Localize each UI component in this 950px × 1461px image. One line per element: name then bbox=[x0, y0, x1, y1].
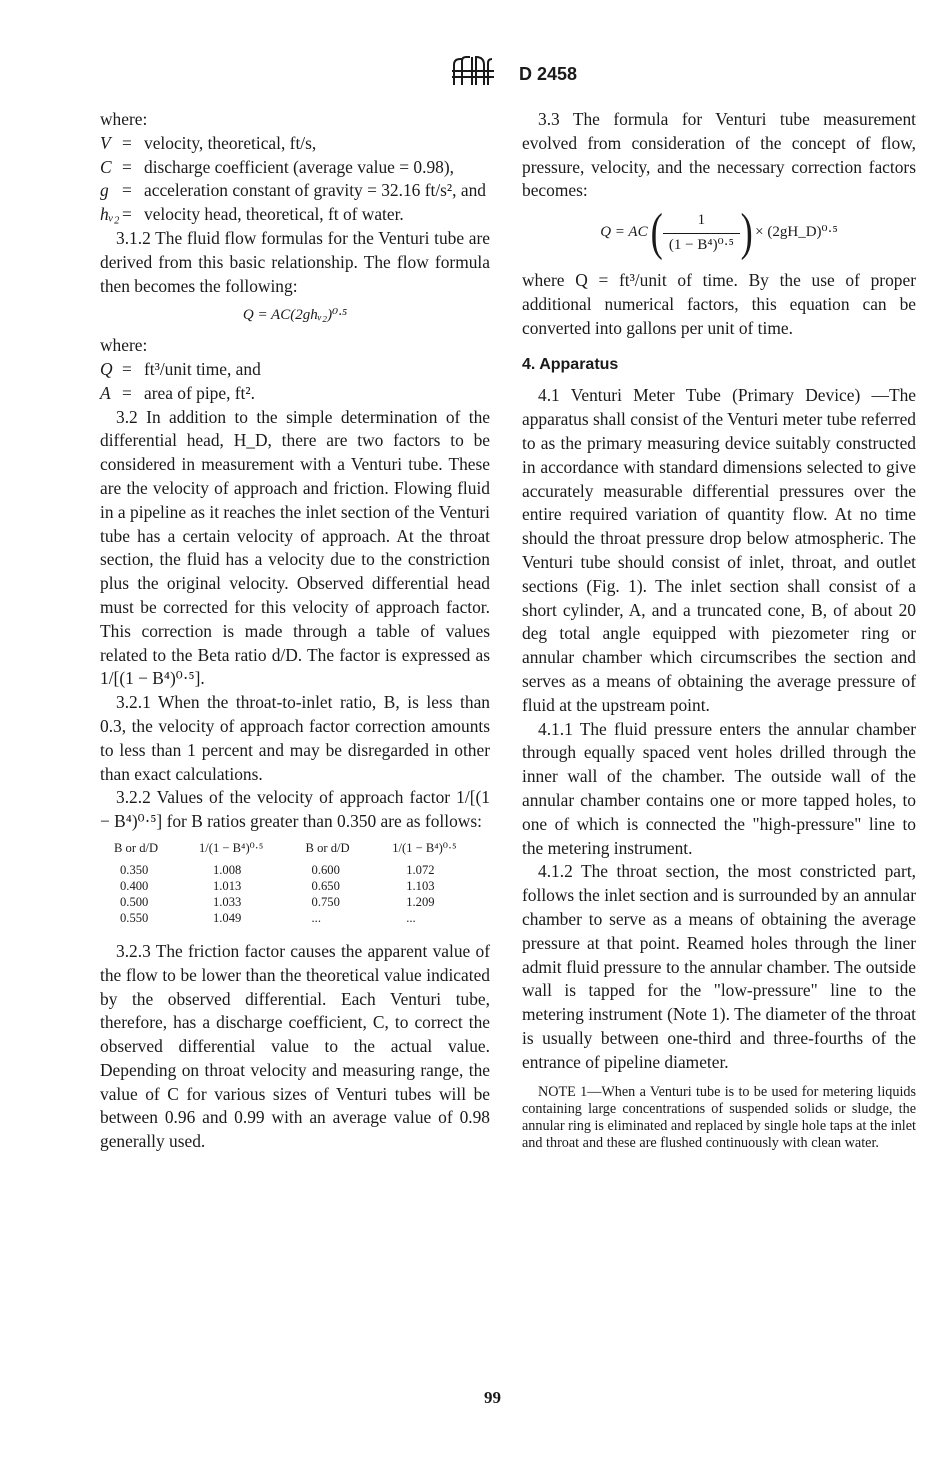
variable-symbol: g bbox=[100, 180, 109, 201]
variable-row: C = discharge coefficient (average value = 0.98), bbox=[100, 156, 490, 180]
table-header-row bbox=[114, 840, 492, 862]
flow-equation: Q = AC(2ghᵥ₂)⁰·⁵ bbox=[242, 307, 348, 324]
table-cell: 0.350 bbox=[120, 862, 149, 877]
table-cell: ... bbox=[311, 910, 321, 925]
table-cell: 1.008 bbox=[212, 862, 242, 877]
paragraph-3-2-1: 3.2.1 When the throat-to-inlet ratio, B, is less than 0.3, the velocity of approach factor correction amounts to less than 1 percent and may be disregarded in other than exact calculations. bbox=[100, 692, 490, 784]
variable-symbol: Q bbox=[100, 358, 113, 379]
table-cell: 0.650 bbox=[311, 878, 340, 893]
variable-symbol: C bbox=[100, 156, 112, 177]
paragraph-3-1-2: 3.1.2 The fluid flow formulas for the Venturi tube are derived from this basic relationship. The flow formula then becomes the following: bbox=[100, 227, 490, 296]
section-heading-apparatus: 4. Apparatus bbox=[522, 355, 619, 373]
variable-row: V = velocity, theoretical, ft/s, bbox=[100, 132, 490, 156]
paragraph-3-3: 3.3 The formula for Venturi tube measurement evolved from consideration of the concept of flow, pressure, velocity, and the necessary correction factors becomes: bbox=[522, 109, 916, 201]
standard-designation: D 2458 bbox=[519, 64, 578, 84]
note-1: NOTE 1—When a Venturi tube is to be used for metering liquids containing large concentrations of suspended solids or sludge, the annular ring is eliminated and replaced by single hole taps at the inlet and throat and these are flushed continuously with clean water. bbox=[522, 1084, 916, 1151]
page-number: 99 bbox=[484, 1388, 501, 1407]
paragraph-3-2-2: 3.2.2 Values of the velocity of approach factor 1/[(1 − B⁴)⁰·⁵] for B ratios greater than 0.350 are as follows: bbox=[100, 787, 490, 832]
variable-definition: area of pipe, ft². bbox=[144, 382, 255, 403]
table-cell: 1.049 bbox=[212, 910, 242, 925]
table-cell: 1.072 bbox=[406, 862, 435, 877]
fraction-denominator: (1 − B⁴)⁰·⁵ bbox=[668, 236, 734, 253]
variable-row: A = area of pipe, ft². bbox=[100, 382, 490, 406]
fraction-numerator: 1 bbox=[663, 209, 740, 234]
variable-definition: discharge coefficient (average value = 0.98), bbox=[144, 156, 454, 177]
approach-factor-table bbox=[114, 840, 492, 926]
table-cell: 1.013 bbox=[212, 878, 242, 893]
page-header bbox=[448, 52, 498, 92]
variable-symbol: hᵥ₂ bbox=[100, 204, 120, 225]
venturi-equation: Q = AC ( $\frac{1}{\text{(1 − B⁴)⁰·⁵}}$ ) × (2gH_D)⁰·⁵ bbox=[600, 204, 838, 262]
table-row bbox=[114, 910, 492, 926]
table-cell: 0.600 bbox=[311, 862, 340, 877]
column-header: B or d/D bbox=[305, 840, 350, 855]
variable-row: Q = ft³/unit time, and bbox=[100, 358, 490, 382]
variable-definition: ft³/unit time, and bbox=[144, 358, 261, 379]
equation-lhs: Q = AC bbox=[600, 224, 648, 241]
table-row bbox=[114, 894, 492, 910]
paragraph-4-1: 4.1 Venturi Meter Tube (Primary Device) —The apparatus shall consist of the Venturi meter tube referred to as the primary measuring device suitably constructed in accordance with standard dimensions selected to give accurately measurable differential pressures over the entire required variation of quantity flow. At no time should the throat pressure drop below atmospheric. The Venturi tube should consist of inlet, throat, and outlet sections (Fig. 1). The inlet section shall consist of a short cylinder, A, and a truncated cone, B, of about 20 deg total angle equipped with piezometer ring or annular chamber which circumscribes the section and serves as a means of obtaining the average pressure of fluid at the upstream point. bbox=[522, 385, 916, 715]
variable-list bbox=[100, 358, 490, 406]
table-cell: 0.400 bbox=[120, 878, 149, 893]
table-cell: ... bbox=[406, 910, 416, 925]
variable-symbol: A bbox=[100, 382, 111, 403]
variable-definition: velocity head, theoretical, ft of water. bbox=[144, 204, 404, 225]
table-cell: 0.550 bbox=[120, 910, 149, 925]
variable-symbol: V bbox=[100, 132, 111, 153]
variable-definition: velocity, theoretical, ft/s, bbox=[144, 132, 317, 153]
column-header: 1/(1 − B⁴)⁰·⁵ bbox=[198, 840, 264, 855]
left-column bbox=[100, 108, 490, 1154]
table-cell: 1.209 bbox=[406, 894, 435, 909]
table-cell: 1.033 bbox=[212, 894, 242, 909]
astm-logo-icon bbox=[448, 55, 498, 89]
paragraph-3-2: 3.2 In addition to the simple determination of the differential head, H_D, there are two factors to be considered in measurement with a Venturi tube. These are the velocity of approach and friction. Flowing fluid in a pipeline as it reaches the inlet section of the Venturi tube has a certain velocity of approach. At the throat section, the fluid has a velocity due to the constriction plus the original velocity. Observed differential head must be corrected for this velocity of approach factor. This correction is made through a table of values related to the Beta ratio d/D. The factor is expressed as 1/[(1 − B⁴)⁰·⁵]. bbox=[100, 406, 490, 689]
where-label: where: bbox=[100, 335, 148, 356]
where-label: where: bbox=[100, 109, 148, 129]
variable-row: hᵥ₂ = velocity head, theoretical, ft of water. bbox=[100, 203, 490, 227]
column-header: B or d/D bbox=[114, 840, 159, 855]
variable-row: g = acceleration constant of gravity = 32.16 ft/s², and bbox=[100, 179, 490, 203]
equation-rhs: × (2gH_D)⁰·⁵ bbox=[755, 224, 838, 241]
table-row bbox=[114, 878, 492, 894]
paragraph-3-3-continued: where Q = ft³/unit of time. By the use of proper additional numerical factors, this equation can be converted into gallons per unit of time. bbox=[522, 270, 916, 338]
paragraph-4-1-2: 4.1.2 The throat section, the most constricted part, follows the inlet section and is surrounded by an annular chamber to serve as a means of obtaining the average pressure at that point. Reamed holes through the liner admit fluid pressure to the annular chamber. The outside wall is tapped for the "low-pressure" line to the metering instrument (Note 1). The diameter of the throat is usually between one-third and three-fourths of the entrance of pipeline diameter. bbox=[522, 861, 916, 1072]
paragraph-3-2-3: 3.2.3 The friction factor causes the apparent value of the flow to be lower than the theoretical value indicated by the observed differential. Each Venturi tube, therefore, has a discharge coefficient, C, to correct the observed differential value to the actual value. Depending on throat velocity and measuring range, the value of C for various sizes of Venturi tubes will be between 0.96 and 0.99 with an average value of 0.98 generally used. bbox=[100, 940, 490, 1152]
equation-fraction bbox=[667, 209, 736, 258]
table-cell: 1.103 bbox=[406, 878, 435, 893]
table-row bbox=[114, 862, 492, 878]
paragraph-4-1-1: 4.1.1 The fluid pressure enters the annular chamber through equally spaced vent holes drilled through the inner wall of the chamber. The outside wall of the annular chamber contains one or more tapped holes, to one of which is connected the "high-pressure" line to the metering instrument. bbox=[522, 718, 916, 858]
column-header: 1/(1 − B⁴)⁰·⁵ bbox=[392, 840, 457, 855]
table-cell: 0.500 bbox=[120, 894, 149, 909]
variable-definition: acceleration constant of gravity = 32.16 ft/s², and bbox=[144, 180, 486, 201]
variable-list bbox=[100, 132, 490, 227]
right-column bbox=[522, 108, 916, 1152]
table-cell: 0.750 bbox=[311, 894, 340, 909]
